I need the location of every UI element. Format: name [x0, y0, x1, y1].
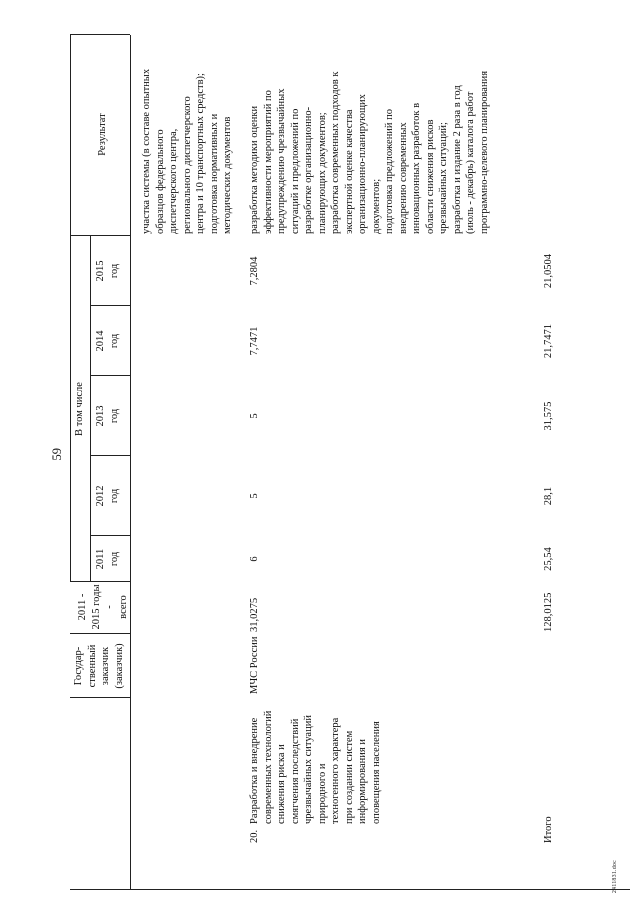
row20-2013: 5	[249, 413, 260, 419]
col-sep-2014-2015	[90, 305, 130, 306]
total-2013: 31,575	[543, 401, 554, 431]
row20-2012: 5	[249, 493, 260, 499]
header-2011: 2011 год	[95, 548, 120, 570]
header-top-rule	[70, 35, 71, 582]
row20-2015: 7,2804	[249, 256, 260, 286]
row20-customer: МЧС России	[249, 636, 260, 694]
row20-name: Разработка и внедрение современных технологий снижения риска и смягчения последствий чрезвычайных ситуаций природного и техногенного характера при создании систем информирования и оповещения населения	[249, 710, 382, 824]
rotated-table	[70, 35, 630, 890]
col-sep-2011-2012	[90, 535, 130, 536]
total-2014: 21,7471	[543, 323, 554, 359]
total-2015: 21,0504	[543, 253, 554, 289]
col-sep-2012-2013	[90, 455, 130, 456]
header-2013: 2013 год	[95, 405, 120, 427]
subheader-rule	[90, 236, 91, 582]
header-2015: 2015 год	[95, 260, 120, 282]
col-sep-customer-total	[70, 633, 130, 634]
col-sep-name-customer	[70, 697, 130, 698]
row20-result: разработка методики оценки эффективности мероприятий по предупреждению чрезвычайных ситуаций и предложений по разработке организационно- планирующих документов; разработка современных подходов к экспертной оценке качества организационно-планирующих документов; подготовка предложений по внедрению современных инновационных разработок в области снижения рисков чрезвычайных ситуаций; разработка и издание 2 раза в год (июль - декабрь) каталога работ программно-целевого планирования	[249, 70, 490, 234]
total-2011: 25,54	[543, 547, 554, 571]
footer-doc-name: 2411831.doc	[612, 860, 618, 894]
col-sep-2015-result	[70, 235, 130, 236]
header-bottom-rule	[130, 35, 131, 890]
row20-number: 20.	[249, 829, 260, 843]
total-label: Итого	[543, 816, 554, 843]
header-2012: 2012 год	[95, 485, 120, 507]
row20-2014: 7,7471	[249, 326, 260, 356]
header-2014: 2014 год	[95, 330, 120, 352]
page-number: 59	[50, 448, 64, 461]
header-in-that-number: В том числе	[74, 382, 85, 436]
header-total: 2011 - 2015 годы - всего	[77, 584, 129, 630]
header-result: Результат	[97, 113, 108, 156]
total-all: 128,0125	[543, 592, 554, 632]
col-sep-2013-2014	[90, 375, 130, 376]
row20-total: 31,0275	[249, 597, 260, 632]
total-2012: 28,1	[543, 486, 554, 506]
table-left-border	[70, 889, 630, 890]
result-continuation: участка системы (в составе опытных образцов федерального диспетчерского центра, регионального диспетчерского центра и 10 транспортных средств); подготовка нормативных и методических документов	[141, 68, 233, 234]
row20-2011: 6	[249, 556, 260, 562]
header-customer: Государ- ственный заказчик (заказчик)	[73, 643, 125, 689]
